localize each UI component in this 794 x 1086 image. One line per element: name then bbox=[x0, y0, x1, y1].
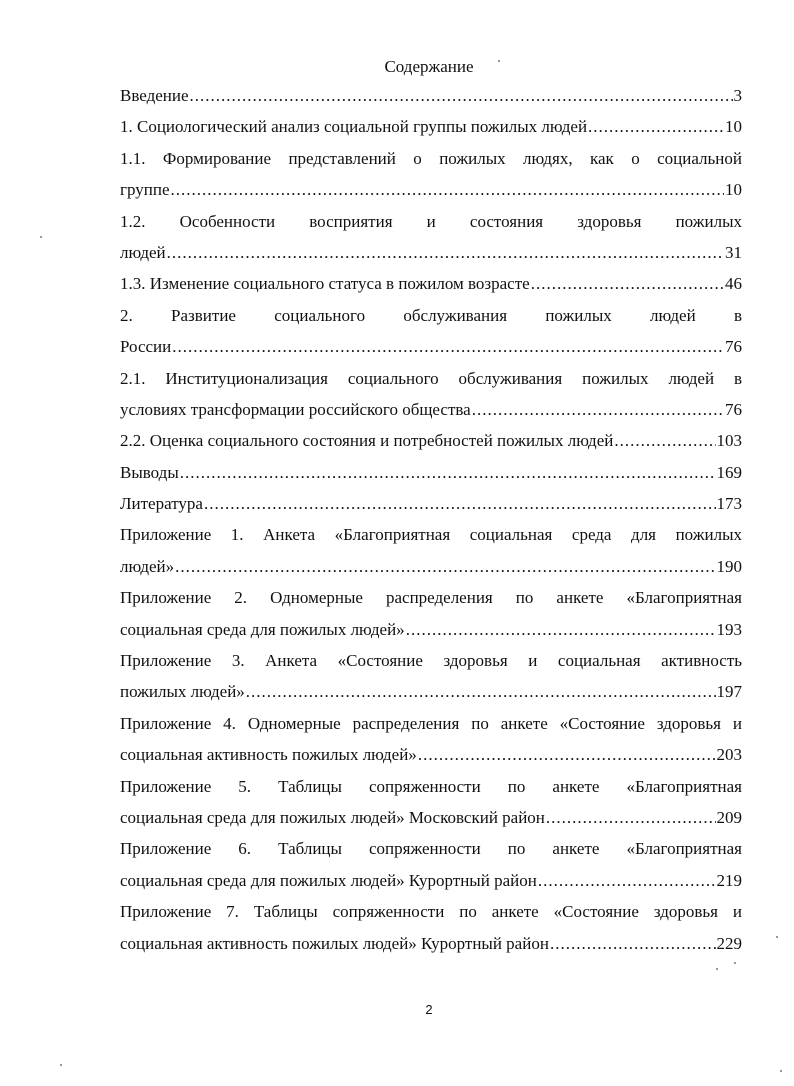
toc-page-number: 31 bbox=[725, 242, 742, 262]
toc-line bbox=[120, 243, 742, 274]
toc-page-number: 103 bbox=[716, 431, 742, 451]
toc-entry-text: Введение bbox=[120, 86, 189, 105]
scan-speck bbox=[780, 1070, 782, 1072]
toc-entry-text: Приложение 3. Анкета «Состояние здоровья и социальная активность bbox=[120, 651, 742, 671]
toc-line bbox=[120, 808, 742, 839]
scan-speck bbox=[734, 962, 736, 964]
toc-entry-text: людей» bbox=[120, 556, 175, 576]
toc-entry-text: Приложение 1. Анкета «Благоприятная социальная среда для пожилых bbox=[120, 525, 742, 545]
toc-line bbox=[120, 117, 742, 148]
toc-entry-text: 2.1. Институционализация социального обслуживания пожилых людей в bbox=[120, 368, 742, 388]
toc-entry-text: Приложение 4. Одномерные распределения по анкете «Состояние здоровья и bbox=[120, 713, 742, 733]
toc-page-number: 76 bbox=[725, 337, 742, 357]
toc-line bbox=[120, 651, 742, 682]
toc-line bbox=[120, 777, 742, 808]
toc-entry-text: людей bbox=[120, 242, 166, 262]
dot-leader bbox=[204, 494, 716, 514]
toc-line bbox=[120, 588, 742, 619]
table-of-contents bbox=[120, 86, 742, 965]
toc-entry-text: пожилых людей» bbox=[120, 682, 245, 702]
dot-leader bbox=[550, 934, 716, 954]
toc-entry-text: Приложение 2. Одномерные распределения по анкете «Благоприятная bbox=[120, 588, 742, 608]
toc-entry-text: Приложение 6. Таблицы сопряженности по анкете «Благоприятная bbox=[120, 839, 742, 859]
toc-entry-text: России bbox=[120, 337, 172, 357]
toc-line bbox=[120, 306, 742, 337]
toc-entry-text: социальная среда для пожилых людей» bbox=[120, 619, 405, 639]
toc-entry-text: 1.1. Формирование представлений о пожилых людях, как о социальной bbox=[120, 148, 742, 168]
toc-entry-text: Приложение 5. Таблицы сопряженности по анкете «Благоприятная bbox=[120, 776, 742, 796]
dot-leader bbox=[531, 274, 724, 294]
dot-leader bbox=[406, 620, 716, 640]
scan-speck bbox=[776, 936, 778, 938]
dot-leader bbox=[538, 871, 716, 891]
toc-entry-text: 1. Социологический анализ социальной группы пожилых людей bbox=[120, 117, 588, 137]
toc-line bbox=[120, 934, 742, 965]
toc-line bbox=[120, 86, 742, 117]
dot-leader bbox=[472, 400, 724, 420]
toc-page-number: 203 bbox=[716, 745, 742, 765]
toc-line bbox=[120, 871, 742, 902]
scan-speck bbox=[498, 60, 500, 62]
dot-leader bbox=[180, 463, 716, 483]
toc-entry-text: Литература bbox=[120, 494, 203, 514]
toc-line bbox=[120, 682, 742, 713]
toc-entry-text: 2. Развитие социального обслуживания пожилых людей в bbox=[120, 305, 742, 325]
toc-page-number: 190 bbox=[716, 556, 742, 576]
toc-page-number: 76 bbox=[725, 399, 742, 419]
dot-leader bbox=[546, 808, 716, 828]
scan-speck bbox=[40, 236, 42, 238]
toc-page-number: 10 bbox=[725, 180, 742, 200]
toc-entry-text: 1.2. Особенности восприятия и состояния здоровья пожилых bbox=[120, 211, 742, 231]
toc-entry-text: Приложение 7. Таблицы сопряженности по анкете «Состояние здоровья и bbox=[120, 902, 742, 922]
toc-page-number: 219 bbox=[716, 870, 742, 890]
toc-line bbox=[120, 525, 742, 556]
toc-page-number: 173 bbox=[716, 494, 742, 514]
dot-leader bbox=[172, 337, 724, 357]
toc-line bbox=[120, 620, 742, 651]
toc-page-number: 10 bbox=[725, 117, 742, 137]
toc-entry-text: социальная среда для пожилых людей» Курортный район bbox=[120, 870, 537, 890]
toc-page-number: 46 bbox=[725, 274, 742, 294]
toc-line bbox=[120, 902, 742, 933]
dot-leader bbox=[246, 682, 716, 702]
toc-entry-text: Выводы bbox=[120, 462, 179, 482]
toc-line bbox=[120, 557, 742, 588]
dot-leader bbox=[190, 86, 733, 106]
toc-page-number: 169 bbox=[716, 462, 742, 482]
toc-line bbox=[120, 494, 742, 525]
toc-line bbox=[120, 149, 742, 180]
toc-line bbox=[120, 839, 742, 870]
dot-leader bbox=[588, 117, 724, 137]
toc-line bbox=[120, 212, 742, 243]
dot-leader bbox=[418, 745, 716, 765]
toc-page-number: 229 bbox=[716, 933, 742, 953]
toc-entry-text: группе bbox=[120, 180, 170, 200]
toc-entry-text: 2.2. Оценка социального состояния и потребностей пожилых людей bbox=[120, 431, 614, 451]
dot-leader bbox=[614, 431, 715, 451]
toc-line bbox=[120, 274, 742, 305]
toc-line bbox=[120, 431, 742, 462]
toc-line bbox=[120, 369, 742, 400]
scan-speck bbox=[60, 1064, 62, 1066]
toc-entry-text: социальная среда для пожилых людей» Московский район bbox=[120, 807, 545, 827]
toc-page-number: 3 bbox=[733, 86, 742, 105]
toc-line bbox=[120, 463, 742, 494]
toc-line bbox=[120, 400, 742, 431]
toc-line bbox=[120, 714, 742, 745]
dot-leader bbox=[175, 557, 715, 577]
toc-title: Содержание bbox=[384, 57, 474, 76]
page-number: 2 bbox=[425, 1002, 433, 1017]
toc-line bbox=[120, 337, 742, 368]
toc-page-number: 209 bbox=[716, 807, 742, 827]
toc-entry-text: социальная активность пожилых людей» Курортный район bbox=[120, 933, 549, 953]
toc-entry-text: социальная активность пожилых людей» bbox=[120, 745, 417, 765]
toc-page-number: 193 bbox=[716, 619, 742, 639]
scan-speck bbox=[716, 968, 718, 970]
toc-page-number: 197 bbox=[716, 682, 742, 702]
toc-line bbox=[120, 180, 742, 211]
dot-leader bbox=[171, 180, 725, 200]
toc-entry-text: условиях трансформации российского общества bbox=[120, 399, 471, 419]
dot-leader bbox=[167, 243, 724, 263]
toc-entry-text: 1.3. Изменение социального статуса в пожилом возрасте bbox=[120, 274, 530, 294]
toc-line bbox=[120, 745, 742, 776]
